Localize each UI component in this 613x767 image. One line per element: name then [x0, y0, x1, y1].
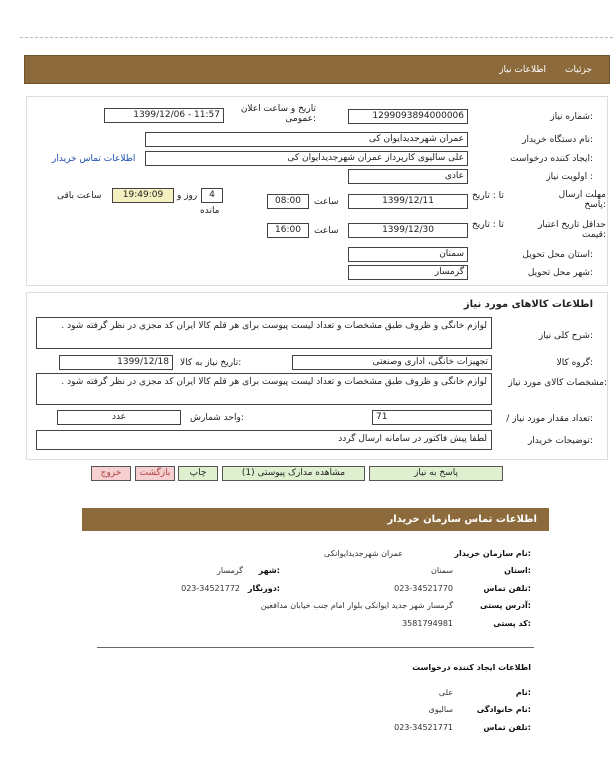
contact-divider — [97, 647, 534, 648]
goods-title: اطلاعات کالاهای مورد نیاز — [463, 299, 593, 310]
spec-value: لوازم خانگی و ظروف طبق مشخصات و تعداد لیست پیوست برای هر قلم کالا ایران کد مجزی در نظر گرفته شود . — [36, 373, 492, 405]
province-value: سمنان — [348, 247, 468, 262]
header-bar — [24, 55, 610, 84]
contact-province-value: سمنان — [430, 566, 453, 575]
priority-label: اولویت نیاز : — [546, 172, 593, 182]
exit-button[interactable]: خروج — [91, 466, 131, 481]
validity-until: تا : تاریخ — [472, 220, 504, 230]
creator-phone-value: 023-34521771 — [394, 723, 453, 732]
tab-need-info[interactable]: اطلاعات نیاز — [499, 65, 546, 75]
contact-postal-value: 3581794981 — [402, 619, 453, 628]
city-value: گرمسار — [348, 265, 468, 280]
contact-title: اطلاعات تماس سازمان خریدار — [387, 514, 537, 525]
qty-label: / تعداد مقدار مورد نیاز: — [506, 414, 593, 424]
contact-fax-value: 023-34521772 — [181, 584, 240, 593]
contact-address-label: آدرس پستی: — [480, 601, 531, 610]
unit-label: واحد شمارش: — [190, 413, 244, 423]
desc-label: توضیحات خریدار: — [527, 436, 593, 446]
contact-title-bar — [82, 508, 549, 531]
spec-label: مشخصات کالای مورد نیاز: — [508, 378, 607, 388]
deadline-time-label: ساعت — [314, 197, 339, 207]
summary-value: لوازم خانگی و ظروف طبق مشخصات و تعداد لیست پیوست برای هر قلم کالا ایران کد مجزی در نظر گرفته شود . — [36, 317, 492, 349]
creator-name-label: نام: — [515, 688, 531, 697]
org-label: نام سازمان خریدار: — [454, 549, 531, 558]
contact-province-label: استان: — [504, 566, 531, 575]
announce-value: 1399/12/06 - 11:57 — [104, 108, 224, 123]
creator-label: ایجاد کننده درخواست: — [510, 154, 593, 164]
contact-fax-label: دورنگار: — [247, 584, 280, 593]
print-button[interactable]: چاپ — [178, 466, 218, 481]
qty-value: 71 — [372, 410, 492, 425]
group-label: گروه کالا: — [556, 358, 593, 368]
remaining-time: 19:49:09 — [112, 188, 174, 203]
deadline-label: مهلت ارسال پاسخ: — [558, 190, 606, 210]
validity-time: 16:00 — [267, 223, 309, 238]
summary-label: شرح کلی نیاز: — [538, 331, 593, 341]
creator-value: علی سالیوی کارپرداز عمران شهرجدیدایوان کی — [145, 151, 468, 166]
contact-address-value: گرمسار شهر جدید ایوانکی بلوار امام جنب خیابان مدافعین — [260, 601, 453, 610]
creator-info-title: اطلاعات ایجاد کننده درخواست — [412, 663, 531, 672]
top-divider — [20, 37, 613, 38]
tab-details[interactable]: جزئیات — [565, 65, 592, 75]
contact-city-label: شهر: — [258, 566, 280, 575]
validity-time-label: ساعت — [314, 226, 339, 236]
unit-value: عدد — [57, 410, 181, 425]
remaining-label-2: مانده — [200, 206, 220, 216]
creator-name-value: علی — [438, 688, 453, 697]
back-button[interactable]: بازگشت — [135, 466, 175, 481]
attachments-button[interactable]: مشاهده مدارک پیوستی (1) — [222, 466, 365, 481]
contact-phone-label: تلفن تماس: — [483, 584, 531, 593]
remaining-days-label: روز و — [177, 191, 198, 201]
validity-label: حداقل تاریخ اعتبار قیمت: — [538, 220, 606, 240]
contact-postal-label: کد پستی: — [493, 619, 531, 628]
group-value: تجهیزات خانگی، اداری وصنعتی — [292, 355, 492, 370]
creator-family-value: سالیوی — [428, 705, 453, 714]
deadline-time: 08:00 — [267, 194, 309, 209]
need-date-value: 1399/12/18 — [59, 355, 173, 370]
buyer-label: نام دستگاه خریدار: — [522, 135, 593, 145]
remaining-label: ساعت باقی — [57, 191, 102, 201]
buyer-value: عمران شهرجدیدایوان کی — [145, 132, 468, 147]
contact-phone-value: 023-34521770 — [394, 584, 453, 593]
desc-value: لطفا پیش فاکتور در سامانه ارسال گردد — [36, 430, 492, 450]
contact-city-value: گرمسار — [217, 566, 243, 575]
priority-value: عادی — [348, 169, 468, 184]
creator-family-label: نام خانوادگی: — [476, 705, 531, 714]
remaining-days: 4 — [201, 188, 223, 203]
reply-button[interactable]: پاسخ به نیاز — [369, 466, 503, 481]
announce-label: تاریخ و ساعت اعلان عمومی: — [240, 104, 316, 124]
creator-phone-label: تلفن تماس: — [483, 723, 531, 732]
need-number-value: 1299093894000006 — [348, 109, 468, 124]
deadline-date: 1399/12/11 — [348, 194, 468, 209]
need-date-label: تاریخ نیاز به کالا: — [180, 358, 242, 368]
validity-date: 1399/12/30 — [348, 223, 468, 238]
org-value: عمران شهرجدیدایوانکی — [324, 549, 403, 558]
deadline-until: تا : تاریخ — [472, 191, 504, 201]
province-label: استان محل تحویل: — [522, 250, 593, 260]
need-number-label: شماره نیاز: — [550, 112, 593, 122]
city-label: شهر محل تحویل: — [527, 268, 593, 278]
buyer-contact-link[interactable]: اطلاعات تماس خریدار — [52, 154, 136, 164]
